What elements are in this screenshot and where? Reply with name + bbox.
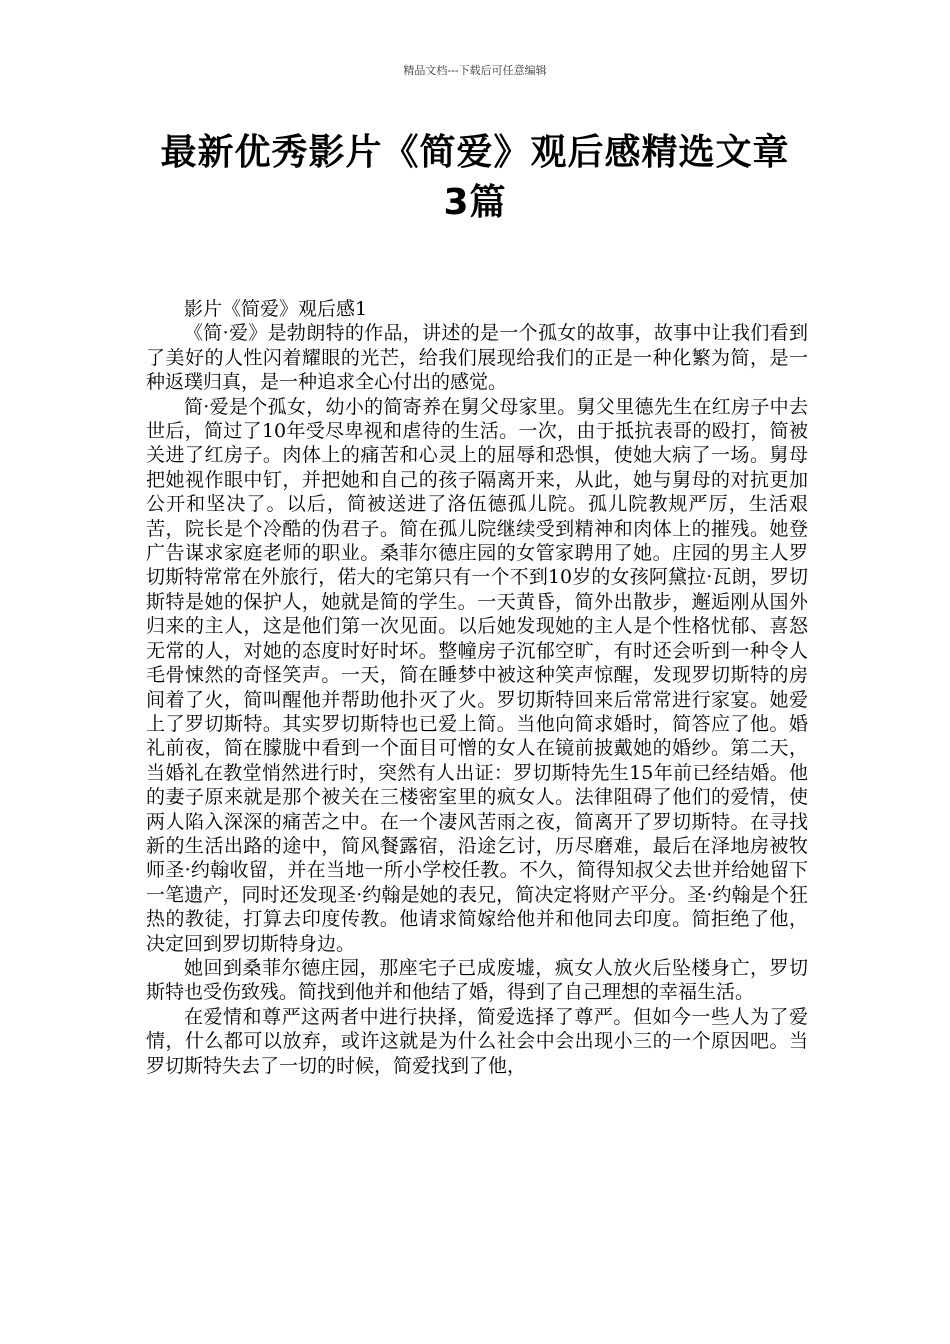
section-heading: 影片《简爱》观后感1 [184,298,368,320]
document-title [140,128,810,228]
document-title-line-2: 3篇 [443,182,507,223]
page-header-note: 精品文档---下载后可任意编辑 [403,64,547,77]
document-body [146,297,808,1078]
body-paragraph: 她回到桑菲尔德庄园，那座宅子已成废墟，疯女人放火后坠楼身亡，罗切斯特也受伤致残。简找到他并和他结了婚，得到了自己理想的幸福生活。 [146,956,808,1004]
document-title-line-1: 最新优秀影片《简爱》观后感精选文章 [160,132,790,173]
body-paragraph: 在爱情和尊严这两者中进行抉择，简爱选择了尊严。但如今一些人为了爱情，什么都可以放弃，或许这就是为什么社会中会出现小三的一个原因吧。当罗切斯特失去了一切的时候，简爱找到了他， [146,1005,808,1077]
body-paragraph: 简·爱是个孤女，幼小的简寄养在舅父母家里。舅父里德先生在红房子中去世后，简过了10年受尽卑视和虐待的生活。一次，由于抵抗表哥的殴打，简被关进了红房子。肉体上的痛苦和心灵上的屈辱和恐惧，使她大病了一场。舅母把她视作眼中钉，并把她和自己的孩子隔离开来，从此，她与舅母的对抗更加公开和坚决了。以后，简被送进了洛伍德孤儿院。孤儿院教规严厉，生活艰苦，院长是个冷酷的伪君子。简在孤儿院继续受到精神和肉体上的摧残。她登广告谋求家庭老师的职业。桑菲尔德庄园的女管家聘用了她。庄园的男主人罗切斯特常常在外旅行，偌大的宅第只有一个不到10岁的女孩阿黛拉·瓦朗，罗切斯特是她的保护人，她就是简的学生。一天黄昏，简外出散步，邂逅刚从国外归来的主人，这是他们第一次见面。以后她发现她的主人是个性格忧郁、喜怒无常的人，对她的态度时好时坏。整幢房子沉郁空旷，有时还会听到一种令人毛骨悚然的奇怪笑声。一天，简在睡梦中被这种笑声惊醒，发现罗切斯特的房间着了火，简叫醒他并帮助他扑灭了火。罗切斯特回来后常常进行家宴。她爱上了罗切斯特。其实罗切斯特也已爱上简。当他向简求婚时，简答应了他。婚礼前夜，简在朦胧中看到一个面目可憎的女人在镜前披戴她的婚纱。第二天，当婚礼在教堂悄然进行时，突然有人出证：罗切斯特先生15年前已经结婚。他的妻子原来就是那个被关在三楼密室里的疯女人。法律阻碍了他们的爱情，使两人陷入深深的痛苦之中。在一个凄风苦雨之夜，简离开了罗切斯特。在寻找新的生活出路的途中，简风餐露宿，沿途乞讨，历尽磨难，最后在泽地房被牧师圣·约翰收留，并在当地一所小学校任教。不久，简得知叔父去世并给她留下一笔遗产，同时还发现圣·约翰是她的表兄，简决定将财产平分。圣·约翰是个狂热的教徒，打算去印度传教。他请求简嫁给他并和他同去印度。简拒绝了他，决定回到罗切斯特身边。 [146,395,808,955]
body-paragraph: 《简·爱》是勃朗特的作品，讲述的是一个孤女的故事，故事中让我们看到了美好的人性闪着耀眼的光芒，给我们展现给我们的正是一种化繁为简，是一种返璞归真，是一种追求全心付出的感觉。 [146,322,808,394]
